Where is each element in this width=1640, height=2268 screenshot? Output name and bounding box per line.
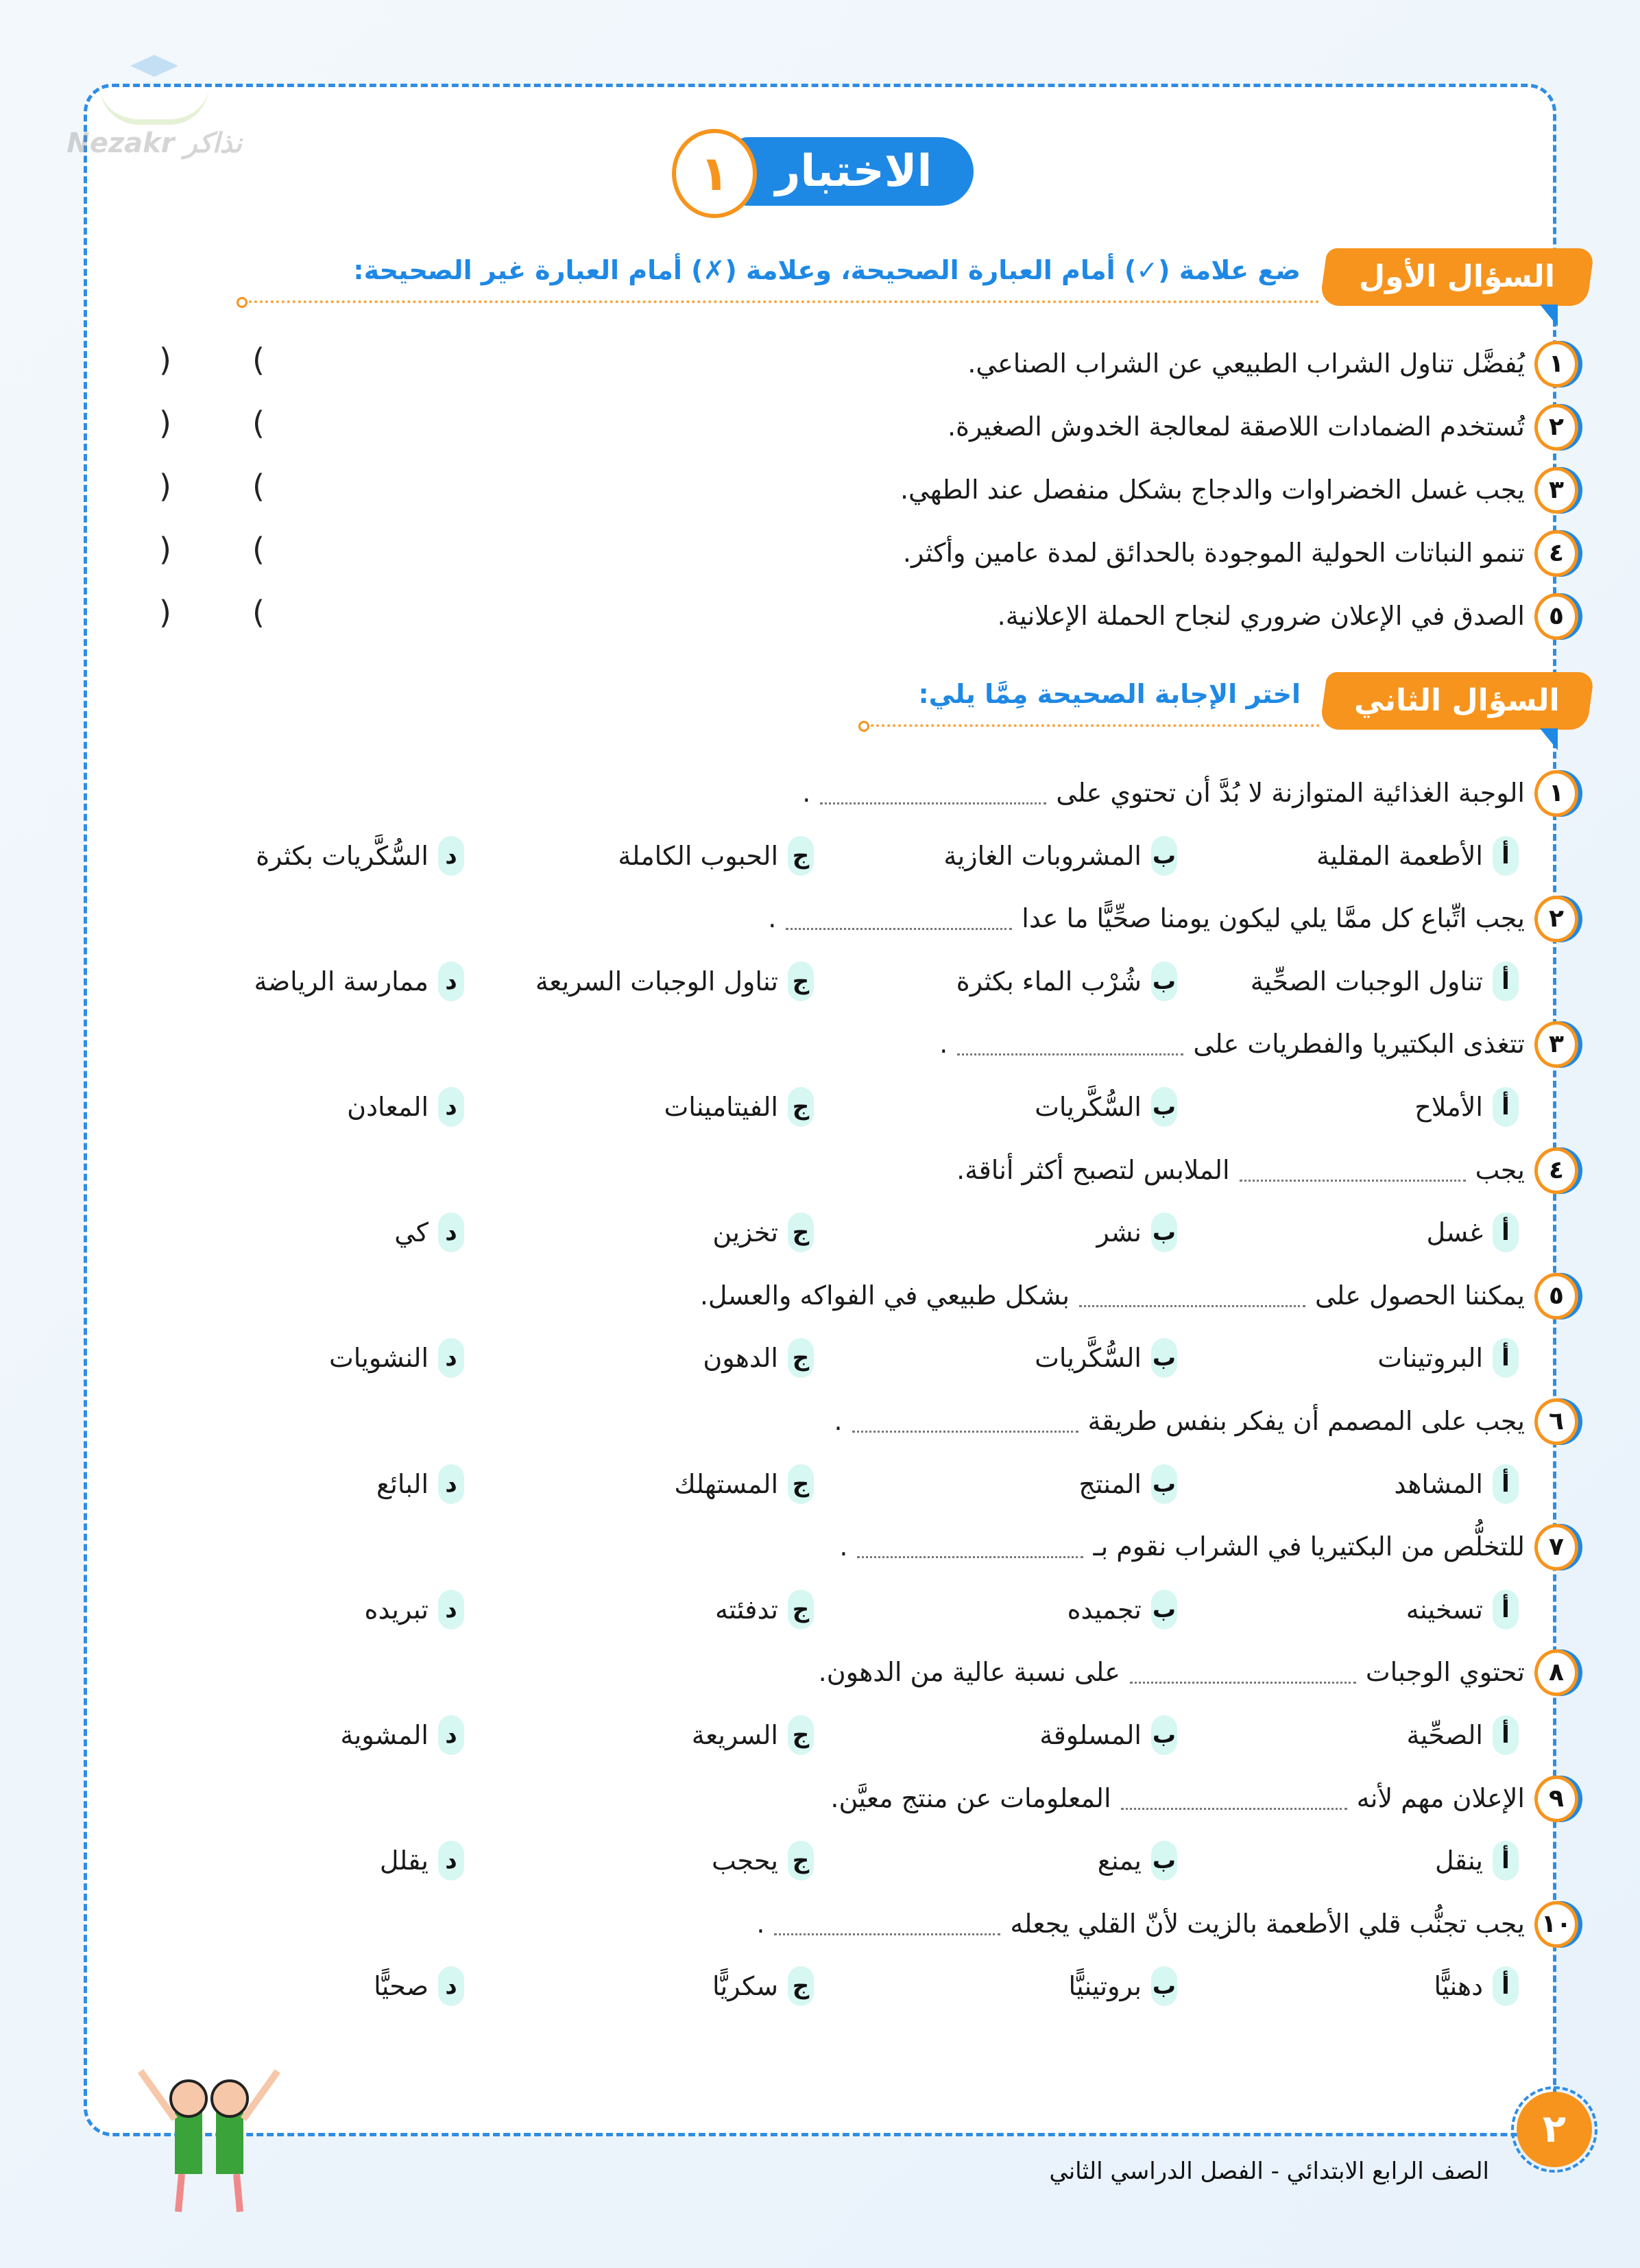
option-letter-badge: أ (1493, 1338, 1519, 1378)
option-text: السُّكَّريات بكثرة (256, 840, 429, 871)
option-text: غسل (1426, 1217, 1483, 1248)
option-letter-badge: ب (1151, 1966, 1177, 2006)
option-letter-badge: أ (1493, 1966, 1519, 2006)
answer-option[interactable] (1377, 1337, 1519, 1378)
question-text-after: بشكل طبيعي في الفواكه والعسل. (699, 1280, 1070, 1311)
option-letter-badge: أ (1493, 1087, 1519, 1127)
option-letter-badge: ج (788, 1087, 814, 1127)
option-letter-badge: د (438, 1966, 464, 2006)
answer-option[interactable] (712, 1212, 814, 1253)
answer-blank[interactable] (1079, 1287, 1305, 1307)
question-text-after: المعلومات عن منتج معيَّن. (830, 1782, 1111, 1813)
option-text: كي (394, 1217, 429, 1248)
answer-option[interactable] (365, 1589, 464, 1630)
option-letter-badge: د (438, 1087, 464, 1127)
option-letter-badge: ب (1151, 1338, 1177, 1378)
option-letter-badge: أ (1493, 836, 1519, 876)
kids-illustration (113, 2064, 312, 2222)
answer-blank[interactable] (857, 1538, 1083, 1558)
answer-option[interactable] (664, 1086, 814, 1127)
option-letter-badge: ج (788, 962, 814, 1001)
item-number-badge: ٤ (1534, 530, 1578, 577)
answer-option[interactable] (254, 961, 464, 1002)
question-text (154, 1149, 1525, 1191)
answer-option[interactable] (1434, 1966, 1519, 2007)
option-letter-badge: د (438, 1590, 464, 1630)
question-number-badge: ٧ (1534, 1524, 1578, 1571)
option-text: الدهون (703, 1343, 778, 1374)
answer-option[interactable] (1035, 1086, 1177, 1127)
statement-text: يجب غسل الخضراوات والدجاج بشكل منفصل عند الطهي. (900, 475, 1525, 505)
option-text: تبريده (364, 1594, 429, 1625)
question-number-badge: ٦ (1534, 1398, 1578, 1445)
question-text-before: يمكننا الحصول على (1315, 1280, 1525, 1311)
answer-option[interactable] (1251, 961, 1519, 1002)
answer-paren-open[interactable]: ( (252, 405, 265, 442)
answer-option[interactable] (1035, 1337, 1177, 1378)
option-letter-badge: د (438, 962, 464, 1001)
item-number-badge: ٣ (1534, 467, 1578, 514)
option-letter-badge: أ (1493, 1715, 1519, 1755)
answer-option[interactable] (1406, 1589, 1519, 1630)
answer-paren-open[interactable]: ( (252, 342, 265, 379)
answer-option[interactable] (394, 1212, 464, 1253)
footer-grade-term: الصف الرابع الابتدائي - الفصل الدراسي الثاني (1049, 2158, 1489, 2185)
item-number-badge: ١ (1534, 341, 1578, 387)
graduation-cap-icon (130, 55, 178, 82)
answer-paren-close[interactable]: ) (159, 405, 171, 442)
option-text: ممارسة الرياضة (254, 966, 429, 996)
answer-option[interactable] (943, 835, 1177, 876)
option-letter-badge: ج (788, 1841, 814, 1881)
option-letter-badge: د (438, 1715, 464, 1755)
option-letter-badge: أ (1493, 1590, 1519, 1630)
option-text: البائع (376, 1468, 429, 1499)
answer-paren-close[interactable]: ) (159, 594, 171, 631)
question-number-badge: ١ (1534, 770, 1578, 817)
option-text: تدفئته (715, 1594, 778, 1625)
nezakr-logo (55, 55, 254, 192)
option-text: يحجب (712, 1846, 778, 1876)
option-text: البروتينات (1377, 1343, 1483, 1374)
question-text-before: تتغذى البكتيريا والفطريات على (1193, 1029, 1525, 1060)
option-letter-badge: ج (788, 1213, 814, 1252)
question1-divider (243, 300, 1320, 303)
question-text (154, 1400, 1525, 1442)
option-letter-badge: د (438, 836, 464, 876)
question-text-after: . (839, 1531, 848, 1562)
question1-tab (1319, 248, 1595, 306)
answer-paren-open[interactable]: ( (252, 594, 265, 631)
answer-blank[interactable] (852, 1413, 1078, 1433)
option-letter-badge: ج (788, 1966, 814, 2006)
question-text (154, 1651, 1525, 1693)
option-text: شُرْب الماء بكثرة (956, 966, 1142, 996)
option-text: الحبوب الكاملة (618, 840, 778, 871)
statement-text: الصدق في الإعلان ضروري لنجاح الحملة الإعلانية. (997, 601, 1525, 631)
question1-tab-tail (1540, 305, 1558, 326)
answer-option[interactable] (347, 1086, 464, 1127)
option-text: تناول الوجبات الصحِّية (1250, 966, 1483, 996)
option-letter-badge: ب (1151, 1715, 1177, 1755)
option-text: تجميده (1067, 1594, 1142, 1625)
page-frame (84, 84, 1556, 2136)
answer-option[interactable] (1097, 1212, 1177, 1253)
option-letter-badge: ج (788, 1590, 814, 1630)
option-text: بروتينيًّا (1068, 1971, 1142, 2002)
option-letter-badge: د (438, 1213, 464, 1252)
option-letter-badge: ب (1151, 962, 1177, 1001)
question-text-before: الإعلان مهم لأنه (1356, 1782, 1525, 1813)
option-letter-badge: ج (788, 1715, 814, 1755)
option-text: ينقل (1434, 1846, 1483, 1876)
option-text: سكريًّا (712, 1971, 778, 2002)
question-text (154, 1526, 1525, 1567)
question-text-before: يجب على المصمم أن يفكر بنفس طريقة (1087, 1406, 1525, 1436)
answer-paren-close[interactable]: ) (159, 468, 171, 505)
answer-blank[interactable] (1130, 1664, 1356, 1684)
question-number-badge: ١٠ (1534, 1901, 1578, 1948)
answer-option[interactable] (712, 1966, 814, 2007)
option-letter-badge: ب (1151, 1590, 1177, 1630)
question-text-after: . (768, 903, 777, 934)
option-text: السُّكَّريات (1035, 1092, 1142, 1122)
question2-tab-label: السؤال الثاني (1354, 683, 1560, 718)
answer-option[interactable] (340, 1715, 464, 1756)
option-text: المشوية (340, 1720, 429, 1750)
question-number-badge: ٢ (1534, 896, 1578, 942)
option-letter-badge: ج (788, 836, 814, 876)
question-text-after: على نسبة عالية من الدهون. (818, 1657, 1120, 1688)
question2-tab (1319, 672, 1595, 730)
question-number-badge: ٤ (1534, 1147, 1578, 1194)
option-text: المستهلك (674, 1468, 778, 1499)
option-text: الفيتامينات (664, 1092, 778, 1122)
option-letter-badge: ب (1151, 1087, 1177, 1127)
book-icon (99, 85, 209, 125)
question-text-before: يجب اتِّباع كل ممَّا يلي ليكون يومنا صحِّيًّا ما عدا (1022, 903, 1525, 934)
answer-blank[interactable] (820, 785, 1046, 804)
answer-option[interactable] (1316, 835, 1519, 876)
option-text: المنتج (1078, 1468, 1142, 1499)
option-letter-badge: أ (1493, 1213, 1519, 1252)
answer-option[interactable] (374, 1966, 464, 2007)
option-text: تخزين (712, 1217, 778, 1248)
answer-paren-close[interactable]: ) (159, 342, 171, 379)
question-text-after: . (834, 1406, 843, 1436)
answer-option[interactable] (715, 1589, 814, 1630)
answer-option[interactable] (1435, 1840, 1519, 1881)
question-text (154, 1023, 1525, 1064)
answer-option[interactable] (1407, 1715, 1519, 1756)
option-letter-badge: د (438, 1338, 464, 1378)
question-text-before: للتخلُّص من البكتيريا في الشراب نقوم بـ (1093, 1531, 1525, 1562)
option-letter-badge: أ (1493, 962, 1519, 1001)
option-text: تسخينه (1406, 1594, 1483, 1625)
answer-option[interactable] (1394, 1464, 1519, 1505)
answer-option[interactable] (674, 1464, 814, 1505)
question-text-before: الوجبة الغذائية المتوازنة لا بُدَّ أن تحتوي على (1056, 778, 1525, 808)
option-letter-badge: أ (1493, 1464, 1519, 1504)
option-letter-badge: د (438, 1841, 464, 1881)
option-text: السريعة (691, 1720, 778, 1750)
question-text-before: يجب (1475, 1154, 1525, 1185)
option-text: دهنيًّا (1434, 1971, 1483, 2002)
option-text: السُّكَّريات (1035, 1343, 1142, 1374)
option-letter-badge: أ (1493, 1841, 1519, 1881)
answer-option[interactable] (703, 1337, 814, 1378)
option-text: يقلل (379, 1846, 429, 1876)
question-text-after: الملابس لتصبح أكثر أناقة. (956, 1154, 1230, 1185)
page-number: ٢ (1517, 2092, 1592, 2167)
question2-tab-tail (1540, 728, 1558, 750)
question-text (154, 1778, 1525, 1819)
option-text: المعادن (347, 1092, 429, 1122)
option-letter-badge: ج (788, 1338, 814, 1378)
answer-option[interactable] (1068, 1589, 1177, 1630)
statement-text: تُستخدم الضمادات اللاصقة لمعالجة الخدوش الصغيرة. (947, 411, 1525, 442)
question-text (154, 898, 1525, 939)
answer-blank[interactable] (1240, 1162, 1466, 1182)
logo-text: Nezakr نذاكر (67, 128, 242, 159)
answer-option[interactable] (256, 835, 464, 876)
answer-option[interactable] (329, 1337, 464, 1378)
option-letter-badge: ب (1151, 1841, 1177, 1881)
statement-text: تنمو النباتات الحولية الموجودة بالحدائق لمدة عامين وأكثر. (902, 538, 1525, 568)
question-text-after: . (939, 1029, 948, 1060)
option-text: الصحِّية (1406, 1720, 1483, 1750)
exam-title-label: الاختبار (734, 137, 974, 206)
option-letter-badge: د (438, 1464, 464, 1504)
question-text (154, 1275, 1525, 1316)
question-number-badge: ٣ (1534, 1021, 1578, 1068)
exam-number-badge: ١ (672, 129, 757, 218)
option-text: النشويات (328, 1343, 429, 1374)
question-text-before: يجب تجنُّب قلي الأطعمة بالزيت لأنّ القلي يجعله (1010, 1908, 1525, 1939)
option-text: نشر (1096, 1217, 1142, 1248)
question2-instruction: اختر الإجابة الصحيحة مِمَّا يلي: (918, 679, 1301, 709)
option-text: المشروبات الغازية (943, 840, 1142, 871)
item-number-badge: ٥ (1534, 593, 1578, 640)
question-text-after: . (802, 778, 811, 808)
question-text-after: . (756, 1908, 765, 1939)
option-text: المسلوقة (1039, 1720, 1142, 1750)
answer-paren-open[interactable]: ( (252, 531, 265, 568)
option-letter-badge: ب (1151, 1464, 1177, 1504)
question-number-badge: ٩ (1534, 1776, 1578, 1822)
answer-option[interactable] (1039, 1715, 1177, 1756)
answer-blank[interactable] (1121, 1790, 1347, 1810)
option-letter-badge: ب (1151, 1213, 1177, 1252)
answer-option[interactable] (692, 1715, 814, 1756)
item-number-badge: ٢ (1534, 404, 1578, 451)
question-number-badge: ٨ (1534, 1649, 1578, 1696)
answer-option[interactable] (1426, 1212, 1519, 1253)
answer-option[interactable] (618, 835, 814, 876)
answer-option[interactable] (1078, 1464, 1177, 1505)
answer-option[interactable] (1414, 1086, 1519, 1127)
answer-option[interactable] (380, 1840, 464, 1881)
answer-paren-close[interactable]: ) (159, 531, 171, 568)
option-text: الأملاح (1414, 1092, 1483, 1122)
answer-option[interactable] (535, 961, 814, 1002)
option-letter-badge: ج (788, 1464, 814, 1504)
statement-text: يُفضَّل تناول الشراب الطبيعي عن الشراب الصناعي. (967, 348, 1525, 379)
question-text (154, 1903, 1525, 1944)
option-text: الأطعمة المقلية (1316, 840, 1483, 871)
answer-option[interactable] (1069, 1966, 1177, 2007)
question1-instruction: ضع علامة (✓) أمام العبارة الصحيحة، وعلامة (✗) أمام العبارة غير الصحيحة: (353, 255, 1301, 285)
answer-paren-open[interactable]: ( (252, 468, 265, 505)
answer-blank[interactable] (957, 1036, 1183, 1055)
exam-title (672, 129, 974, 215)
option-text: يمنع (1097, 1846, 1142, 1876)
answer-option[interactable] (376, 1464, 464, 1505)
option-text: تناول الوجبات السريعة (535, 966, 778, 996)
option-text: صحيًّا (374, 1971, 429, 2002)
answer-blank[interactable] (786, 910, 1012, 930)
question2-divider (865, 724, 1320, 727)
answer-blank[interactable] (774, 1915, 1000, 1935)
answer-option[interactable] (1098, 1840, 1177, 1881)
question-number-badge: ٥ (1534, 1273, 1578, 1320)
question-text (154, 772, 1525, 813)
option-text: المشاهد (1394, 1468, 1483, 1499)
question1-tab-label: السؤال الأول (1359, 259, 1555, 294)
option-letter-badge: ب (1151, 836, 1177, 876)
answer-option[interactable] (712, 1840, 814, 1881)
answer-option[interactable] (956, 961, 1177, 1002)
question-text-before: تحتوي الوجبات (1365, 1657, 1525, 1688)
